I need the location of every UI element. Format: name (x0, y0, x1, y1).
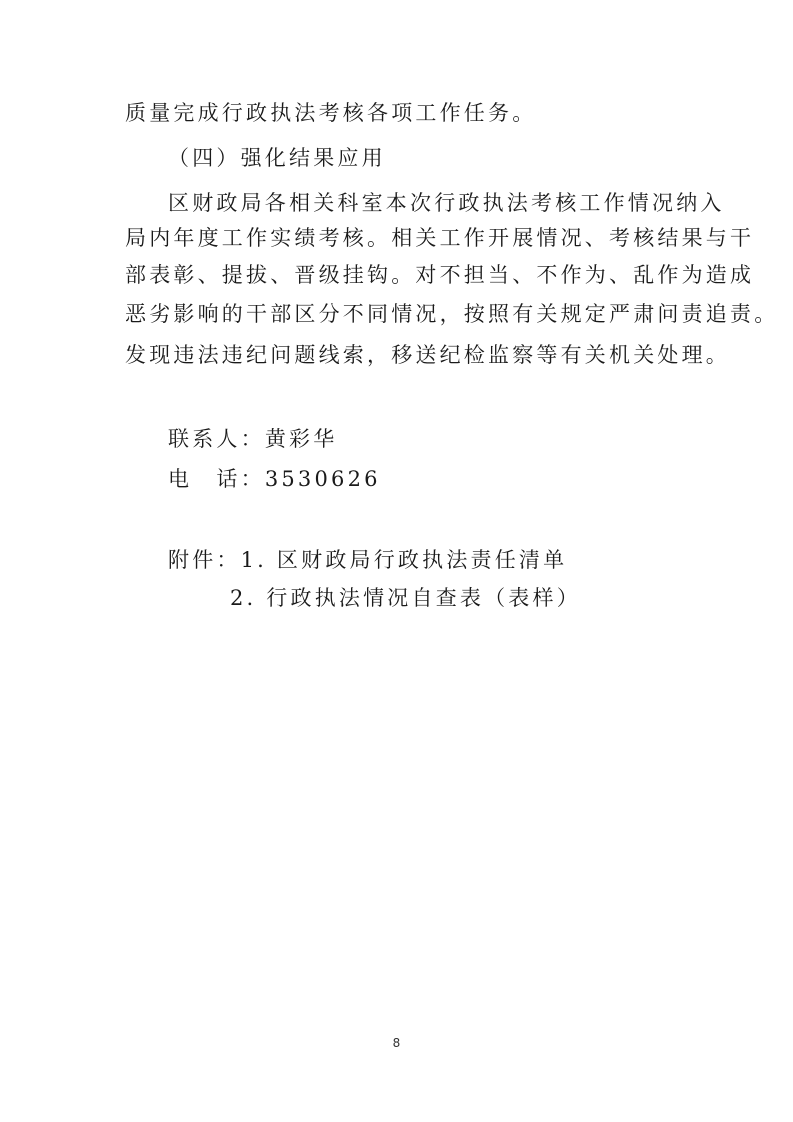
contact-phone-label: 电 话： (168, 467, 265, 491)
paragraph-line: 部表彰、提拔、晋级挂钩。对不担当、不作为、乱作为造成 (125, 263, 755, 287)
contact-person-name: 黄彩华 (264, 427, 338, 451)
paragraph-line: 局内年度工作实绩考核。相关工作开展情况、考核结果与干 (125, 226, 755, 250)
attachment-row-2 (230, 583, 581, 613)
contact-phone-row (168, 464, 381, 494)
attachment-item: 2. 行政执法情况自查表（表样） (230, 586, 581, 610)
paragraph-line: 发现违法违纪问题线索，移送纪检监察等有关机关处理。 (125, 343, 730, 367)
contact-person-label: 联系人： (168, 427, 265, 451)
attachment-item: 1. 区财政局行政执法责任清单 (240, 548, 568, 572)
attachment-label: 附件： (168, 548, 241, 572)
paragraph-line: 区财政局各相关科室本次行政执法考核工作情况纳入 (168, 191, 725, 215)
continuation-line: 质量完成行政执法考核各项工作任务。 (125, 101, 537, 125)
section-heading: （四）强化结果应用 (168, 146, 386, 170)
page-number: 8 (392, 1036, 401, 1050)
attachment-row-1 (168, 545, 567, 575)
contact-person-row (168, 424, 337, 454)
paragraph-line: 恶劣影响的干部区分不同情况，按照有关规定严肃问责追责。 (125, 302, 779, 326)
contact-phone-number: 3530626 (264, 467, 381, 491)
